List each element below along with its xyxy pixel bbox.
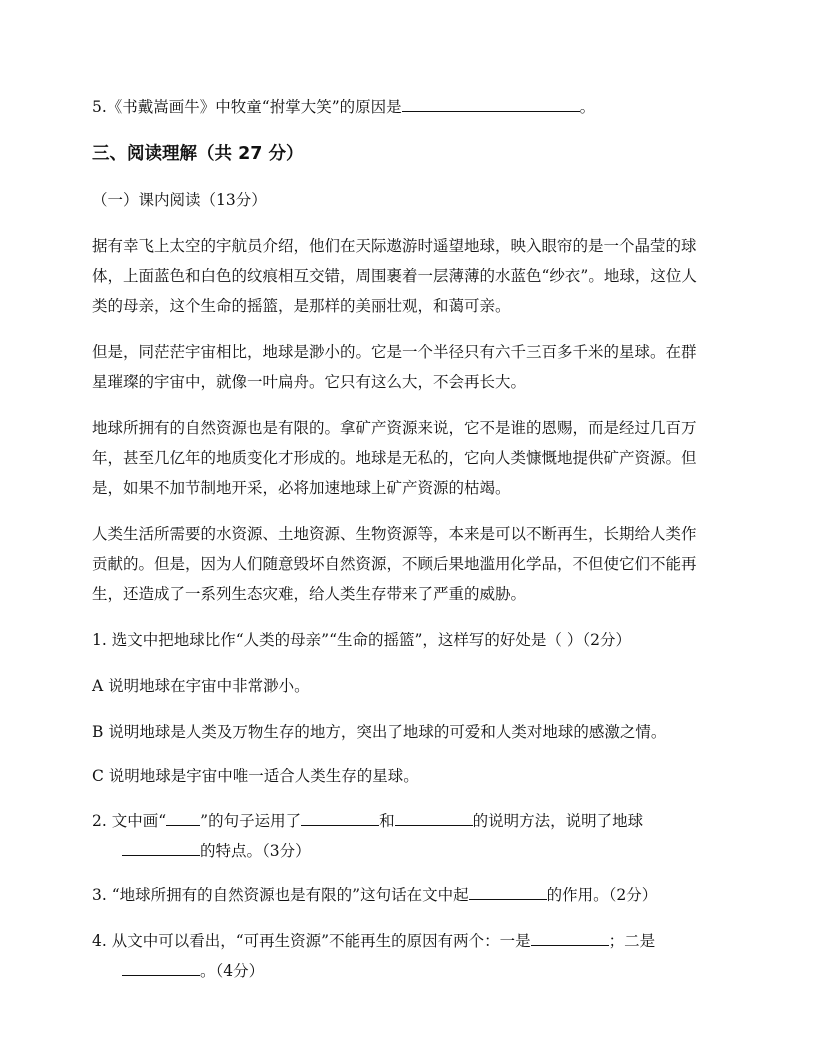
answer-blank[interactable] [531,930,609,946]
question-4-suffix: 。（4分） [200,962,265,980]
question-3-suffix: 的作用。（2分） [546,886,658,904]
question-2-text-4: 的说明方法，说明了地球 [472,812,644,830]
answer-blank[interactable] [122,840,200,856]
question-3-text: 3. “地球所拥有的自然资源也是有限的”这句话在文中起 [92,886,469,904]
paragraph-4-line-3: 生，还造成了一系列生态灾难，给人类生存带来了严重的威胁。 [92,585,527,603]
paragraph-1-line-3: 类的母亲，这个生命的摇篮，是那样的美丽壮观，和蔼可亲。 [92,297,511,315]
answer-blank[interactable] [301,810,379,826]
answer-blank[interactable] [402,96,580,112]
answer-blank[interactable] [395,810,473,826]
question-4-mid: ；二是 [608,932,656,950]
paragraph-3-line-2: 年，甚至几亿年的地质变化才形成的。地球是无私的，它向人类慷慨地提供矿产资源。但 [92,449,697,467]
question-4-line-2 [122,960,264,981]
question-2-text-5: 的特点。（3分） [200,842,311,860]
answer-blank[interactable] [122,960,200,976]
question-5-text: 5.《书戴嵩画牛》中牧童“拊掌大笑”的原因是 [92,98,402,116]
question-1-option-b: B 说明地球是人类及万物生存的地方，突出了地球的可爱和人类对地球的感激之情。 [92,723,667,741]
paragraph-1-line-2: 体，上面蓝色和白色的纹痕相互交错，周围裹着一层薄薄的水蓝色“纱衣”。地球，这位人 [92,267,697,285]
section-3-title: 三、阅读理解（共 27 分） [92,144,304,164]
question-2-text-1: 2. 文中画“ [92,812,167,830]
question-5 [92,96,595,117]
paragraph-1-line-1: 据有幸飞上太空的宇航员介绍，他们在天际遨游时遥望地球，映入眼帘的是一个晶莹的球 [92,237,697,255]
question-5-suffix: 。 [579,98,596,116]
question-3 [92,884,657,905]
paragraph-4-line-2: 贡献的。但是，因为人们随意毁坏自然资源，不顾后果地滥用化学品，不但使它们不能再 [92,555,697,573]
subsection-1-title: （一）课内阅读（13分） [92,191,267,209]
question-4-text: 4. 从文中可以看出，“可再生资源”不能再生的原因有两个：一是 [92,932,531,950]
question-1-option-c: C 说明地球是宇宙中唯一适合人类生存的星球。 [92,767,419,785]
question-4-line-1 [92,930,655,951]
paragraph-3-line-1: 地球所拥有的自然资源也是有限的。拿矿产资源来说，它不是谁的恩赐，而是经过几百万 [92,419,697,437]
underline-marker [166,810,200,826]
paragraph-3-line-3: 是，如果不加节制地开采，必将加速地球上矿产资源的枯竭。 [92,479,511,497]
paragraph-2-line-2: 星璀璨的宇宙中，就像一叶扁舟。它只有这么大，不会再长大。 [92,373,527,391]
question-2-line-2 [122,840,311,861]
question-2-text-3: 和 [379,812,395,830]
question-2-text-2: ”的句子运用了 [200,812,302,830]
paragraph-4-line-1: 人类生活所需要的水资源、土地资源、生物资源等，本来是可以不断再生，长期给人类作 [92,525,697,543]
answer-blank[interactable] [469,884,547,900]
paragraph-2-line-1: 但是，同茫茫宇宙相比，地球是渺小的。它是一个半径只有六千三百多千米的星球。在群 [92,343,697,361]
question-1-option-a: A 说明地球在宇宙中非常渺小。 [92,677,310,695]
question-1: 1. 选文中把地球比作“人类的母亲”“生命的摇篮”，这样写的好处是（ ）（2分） [92,631,631,649]
question-2-line-1 [92,810,643,831]
